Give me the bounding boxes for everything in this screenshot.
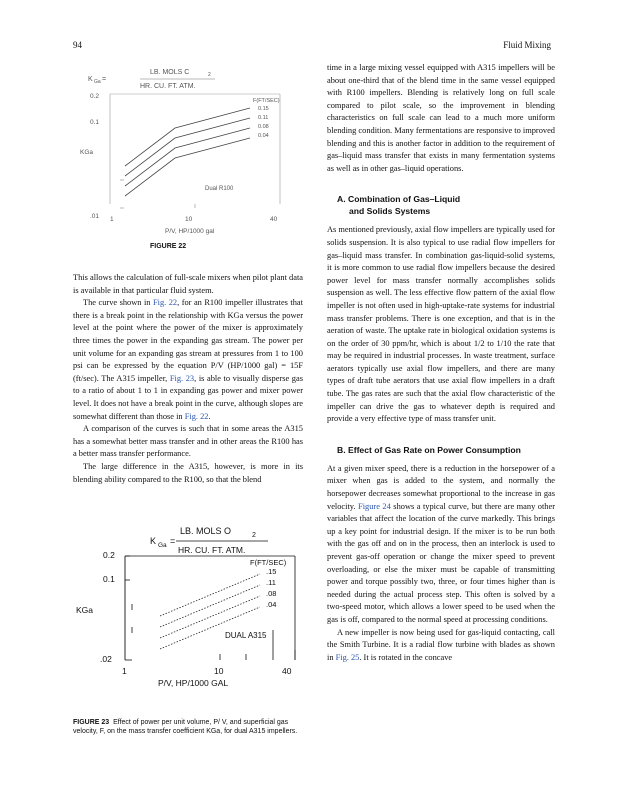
fig23-ytick-0: 0.2 [103, 550, 115, 560]
fig22-curve-label: Dual R100 [205, 186, 234, 192]
left-column [73, 272, 303, 486]
fig23-kga-equals: = [170, 536, 176, 546]
fig22-xtick-0: 1 [110, 216, 114, 223]
right-p4-part-b: . It is rotated in the concave [359, 652, 453, 662]
fig22-xtick-2: 40 [270, 216, 278, 223]
right-paragraph-3 [327, 463, 555, 627]
section-b-title: B. Effect of Gas Rate on Power Consumption [337, 444, 521, 455]
figure-23-caption [73, 718, 305, 736]
fig22-denominator: HR. CU. FT. ATM. [140, 83, 196, 90]
fig22-legend-1: 0.11 [258, 115, 269, 121]
right-column [327, 62, 555, 664]
fig23-curve-label: DUAL A315 [225, 631, 267, 640]
figure-23-caption-label: FIGURE 23 [73, 719, 110, 726]
fig22-curve-008 [125, 128, 250, 186]
fig22-curve-015 [125, 108, 250, 166]
fig23-ytick-2: .02 [100, 654, 112, 664]
fig23-legend-3: .04 [266, 600, 277, 609]
fig22-xtick-1: 10 [185, 216, 193, 223]
figure-22 [70, 58, 300, 238]
fig23-ytick-1: 0.1 [103, 574, 115, 584]
left-p2-part-b: , for an R100 impeller illustrates that there is a break point in the relationship with KGa versus the power level at the point where the power of the mixer is approximately three times the power in the expanding gas stream. The power per unit volume for an expanding gas stream at pressures from 1 to 100 psi can be expressed by the equation P/V (HP/1000 gal) = 15F (ft/sec). The A315 impeller, [73, 298, 303, 383]
right-p4-part-a: A new impeller is now being used for gas-liquid contacting, call the Smith Turbine. It is a radial flow turbine with blades as shown in [327, 627, 555, 662]
fig22-numerator-sub: 2 [208, 72, 211, 78]
fig22-ytick-2: .01 [90, 213, 100, 220]
link-fig-22[interactable]: Fig. 22 [152, 298, 178, 308]
fig23-kga-prefix: K [150, 536, 157, 546]
left-p2-part-a: The curve shown in [83, 298, 153, 308]
fig23-line-004 [160, 607, 260, 649]
fig22-ytick-1: 0.1 [90, 119, 100, 126]
running-title: Fluid Mixing [503, 40, 551, 50]
link-figure-24[interactable]: Figure 24 [358, 501, 391, 511]
fig23-numerator-sub: 2 [252, 532, 256, 539]
left-p2-part-d: . [208, 411, 211, 421]
fig22-kga-prefix: K [88, 76, 93, 83]
fig23-legend-2: .08 [266, 589, 277, 598]
fig22-ytick-0: 0.2 [90, 93, 100, 100]
fig23-legend-0: .15 [266, 567, 277, 576]
fig23-ylabel: KGa [76, 605, 94, 615]
left-paragraph-1: This allows the calculation of full-scale mixers when pilot plant data is available in that particular fluid system. [73, 273, 303, 295]
fig22-numerator: LB. MOLS C [150, 69, 190, 76]
fig23-line-015 [160, 574, 260, 616]
fig22-legend-3: 0.04 [258, 133, 269, 139]
left-paragraph-3: A comparison of the curves is such that in some areas the A315 has a somewhat better mass transfer and in other areas the R100 has a better mass transfer performance. [73, 424, 303, 459]
figure-22-caption: FIGURE 22 [150, 243, 187, 250]
figure-23 [70, 510, 310, 715]
fig22-xlabel: P/V, HP/1000 gal [165, 228, 215, 235]
link-fig-25[interactable]: Fig. 25 [335, 652, 360, 662]
section-a-title-line-1: A. Combination of Gas–Liquid [337, 194, 461, 205]
right-paragraph-2: As mentioned previously, axial flow impellers are typically used for solids suspension. It is also typical to use radial flow impellers for gas–liquid mass transfer. In combination gas-liquid-solid systems, it is more common to use radial flow impellers because the desired power level for mass transfer normally accomplishes solids suspension as well. The less effective flow pattern of the axial flow impeller is not often used in high-uptake-rate systems for industrial mass transfer problems. There is one exception, and that is in the aeration of waste. The uptake rate in biological oxidation systems is on the order of 30 ppm/hr, which is about 1/2 to 1/10 the rate that may be required in industrial processes. In waste treatment, surface aerators typically use axial flow impellers, and there are many types of draft tube aerators that use axial flow impellers in a draft tube. The gas rates are such that the axial flow characteristic of the impeller can drive the gas to whatever depth is required and provide a very effective type of mass transfer unit. [327, 225, 555, 424]
fig23-kga-sub: Ga [158, 542, 167, 549]
fig22-legend-title: F(FT/SEC) [253, 98, 280, 104]
fig23-line-011 [160, 585, 260, 627]
fig22-kga-equals: = [102, 76, 107, 83]
left-paragraph-4: The large difference in the A315, however, is more in its blending ability compared to the R100, so that the blend [73, 461, 303, 484]
figure-23-caption-text: Effect of power per unit volume, P/ V, and superficial gas velocity, F, on the mass transfer coefficient KGa, for dual A315 impellers. [73, 719, 298, 735]
fig22-ylabel: KGa [80, 149, 94, 156]
right-paragraph-1: time in a large mixing vessel equipped with A315 impellers will be about one-third that of the blend time in the same vessel equipped with R100 impellers. Blending is relatively long on full scale compared to pilot scale, so the improvement in blending characteristics on full scale can lead to a much more uniform blending condition. Many fermentations are responsive to improved blending and this is another factor in addition to the requirement of gas–liquid mass transfer that exists in many fermentation systems as well as in other gas–liquid operations. [327, 63, 555, 173]
fig23-xtick-0: 1 [122, 666, 127, 676]
fig23-xlabel: P/V, HP/1000 GAL [158, 678, 229, 688]
fig22-curve-011 [125, 118, 250, 176]
link-fig-22-second[interactable]: Fig. 22 [184, 411, 209, 421]
right-paragraph-4 [327, 627, 555, 665]
fig22-legend-0: 0.15 [258, 106, 269, 112]
page-number: 94 [73, 40, 82, 50]
fig23-xtick-1: 10 [214, 666, 224, 676]
fig23-denominator: HR. CU. FT. ATM. [178, 545, 246, 555]
left-p2-part-c: , is able to visually disperse gas to a ratio of about 1 to 1 in expanding gas power and mixer power level. It does not have a break point in the curve, although slopes are somewhat different than those in [73, 373, 304, 421]
right-p3-part-a: At a given mixer speed, there is a reduction in the horsepower of a mixer when gas is added to the system, and normally the horsepower decreases somewhat proportional to the increase in gas velocity. [327, 463, 555, 511]
fig22-kga-sub: Ga [94, 79, 101, 85]
right-p3-part-b: shows a typical curve, but there are many other variables that affect the location of the curve markedly. This brings up a key point for industrial design. If the mixer is to be run both with the gas off and on in the process, then an interlock is used to prevent gas-off operation or change the mixer speed to prevent overloading, or else the mixer must be capable of transmitting power and torque possibly two, three, or four times higher than is needed during the actual process step. This often is solved by a two-speed motor, which allows a lower speed to be used when the gas is off, compared to the normal speed at processing conditions. [327, 501, 555, 624]
fig23-xtick-2: 40 [282, 666, 292, 676]
section-a-title-line-2: and Solids Systems [349, 206, 431, 217]
fig23-legend-1: .11 [266, 578, 276, 587]
fig23-legend-title: F(FT/SEC) [250, 558, 287, 567]
link-fig-23[interactable]: Fig. 23 [169, 373, 195, 383]
left-paragraph-2 [73, 297, 303, 423]
fig22-legend-2: 0.08 [258, 124, 269, 130]
fig23-numerator: LB. MOLS O [180, 526, 232, 536]
